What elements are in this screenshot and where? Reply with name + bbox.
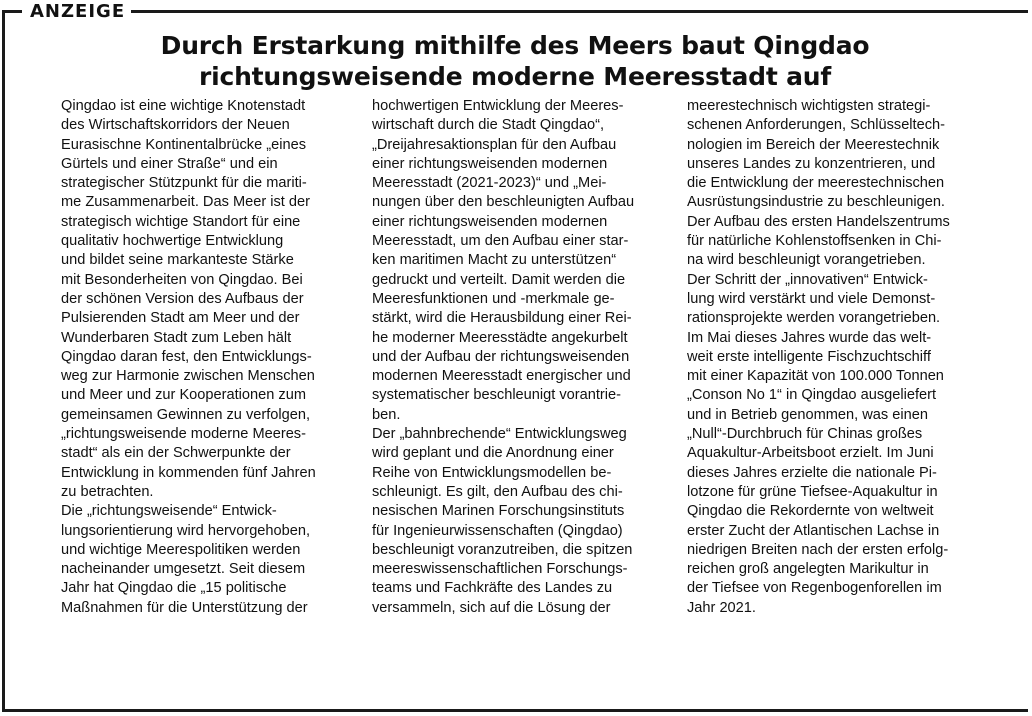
text-line: und Meer und zur Kooperationen zum — [61, 387, 307, 404]
text-line: „Null“-Durchbruch für Chinas großes — [687, 426, 923, 443]
text-line: Ausrüstungsindustrie zu beschleunigen. — [687, 194, 945, 211]
text-line: mit Besonderheiten von Qingdao. Bei — [61, 271, 303, 288]
text-line: wirtschaft durch die Stadt Qingdao“, — [372, 117, 604, 134]
text-line: Der Aufbau des ersten Handelszentrums — [687, 213, 950, 230]
text-line: des Wirtschaftskorridors der Neuen — [61, 117, 290, 134]
text-line: ben. — [372, 406, 401, 423]
text-line: Meeresfunktionen und -merkmale ge- — [372, 290, 615, 307]
text-line: „richtungsweisende moderne Meeres- — [61, 426, 306, 443]
text-line: strategischer Stützpunkt für die mariti- — [61, 175, 307, 192]
article-column-1 — [61, 97, 347, 618]
text-line: Jahr hat Qingdao die „15 politische — [61, 580, 287, 597]
text-line: und der Aufbau der richtungsweisenden — [372, 348, 630, 365]
text-line: teams und Fachkräfte des Landes zu — [372, 580, 613, 597]
text-line: schleunigt. Es gilt, den Aufbau des chi- — [372, 483, 623, 500]
text-line: weit erste intelligente Fischzuchtschiff — [687, 348, 931, 365]
text-line: qualitativ hochwertige Entwicklung — [61, 233, 284, 250]
text-line: Der Schritt der „innovativen“ Entwick- — [687, 271, 928, 288]
text-line: gedruckt und verteilt. Damit werden die — [372, 271, 626, 288]
text-line: „Dreijahresaktionsplan für den Aufbau — [372, 136, 617, 153]
text-line: nacheinander umgesetzt. Seit diesem — [61, 561, 306, 578]
text-line: rationsprojekte werden vorangetrieben. — [687, 310, 941, 327]
text-line: für natürliche Kohlenstoffsenken in Chi- — [687, 233, 942, 250]
headline-line: Durch Erstarkung mithilfe des Meers baut Qingdao — [160, 31, 870, 60]
text-line: und wichtige Meerespolitiken werden — [61, 541, 301, 558]
text-line: für Ingenieurwissenschaften (Qingdao) — [372, 522, 623, 539]
text-line: einer richtungsweisenden modernen — [372, 155, 608, 172]
text-line: Die „richtungsweisende“ Entwick- — [61, 503, 277, 520]
text-line: nologien im Bereich der Meerestechnik — [687, 136, 940, 153]
text-line: Gürtels und einer Straße“ und ein — [61, 155, 278, 172]
text-line: der schönen Version des Aufbaus der — [61, 290, 304, 307]
text-line: he moderner Meeresstädte angekurbelt — [372, 329, 628, 346]
text-line: Reihe von Entwicklungsmodellen be- — [372, 464, 612, 481]
text-line: mit einer Kapazität von 100.000 Tonnen — [687, 368, 944, 385]
text-line: hochwertigen Entwicklung der Meeres- — [372, 98, 624, 114]
text-line: der Tiefsee von Regenbogenforellen im — [687, 580, 942, 597]
text-line: lungsorientierung wird hervorgehoben, — [61, 522, 311, 539]
text-line: systematischer beschleunigt vorantrie- — [372, 387, 622, 404]
text-line: die Entwicklung der meerestechnischen — [687, 175, 945, 192]
text-line: lotzone für grüne Tiefsee-Aquakultur in — [687, 483, 938, 500]
article-headline — [40, 30, 990, 92]
text-line: Qingdao ist eine wichtige Knotenstadt — [61, 98, 306, 114]
text-line: Meeresstadt (2021-2023)“ und „Mei- — [372, 175, 607, 192]
text-line: Der „bahnbrechende“ Entwicklungsweg — [372, 426, 627, 443]
article-column-3 — [687, 97, 977, 618]
text-line: beschleunigt voranzutreiben, die spitzen — [372, 541, 633, 558]
text-line: Meeresstadt, um den Aufbau einer star- — [372, 233, 629, 250]
text-line: einer richtungsweisenden modernen — [372, 213, 608, 230]
text-line: und bildet seine markanteste Stärke — [61, 252, 294, 269]
text-line: stadt“ als ein der Schwerpunkte der — [61, 445, 291, 462]
text-line: lung wird verstärkt und viele Demonst- — [687, 290, 936, 307]
text-line: reichen groß angelegten Marikultur in — [687, 561, 929, 578]
text-line: nesischen Marinen Forschungsinstituts — [372, 503, 625, 520]
text-line: stärkt, wird die Herausbildung einer Rei- — [372, 310, 632, 327]
text-line: unseres Landes zu konzentrieren, und — [687, 155, 936, 172]
text-line: Jahr 2021. — [687, 599, 756, 616]
text-line: „Conson No 1“ in Qingdao ausgeliefert — [687, 387, 937, 404]
text-line: Qingdao die Rekordernte von weltweit — [687, 503, 934, 520]
headline-line: richtungsweisende moderne Meeresstadt auf — [198, 62, 832, 91]
text-line: gemeinsamen Gewinnen zu verfolgen, — [61, 406, 311, 423]
text-line: Maßnahmen für die Unterstützung der — [61, 599, 308, 616]
text-line: Eurasischne Kontinentalbrücke „eines — [61, 136, 306, 153]
text-line: schenen Anforderungen, Schlüsseltech- — [687, 117, 945, 134]
text-line: nungen über den beschleunigten Aufbau — [372, 194, 635, 211]
text-line: Im Mai dieses Jahres wurde das welt- — [687, 329, 932, 346]
text-line: weg zur Harmonie zwischen Menschen — [61, 368, 315, 385]
text-line: erster Zucht der Atlantischen Lachse in — [687, 522, 940, 539]
text-line: niedrigen Breiten nach der ersten erfolg- — [687, 541, 949, 558]
advertisement-label: ANZEIGE — [22, 0, 131, 24]
text-line: wird geplant und die Anordnung einer — [372, 445, 614, 462]
text-line: Wunderbaren Stadt zum Leben hält — [61, 329, 292, 346]
text-line: meereswissenschaftlichen Forschungs- — [372, 561, 628, 578]
article-column-2 — [372, 97, 660, 618]
text-line: Entwicklung in kommenden fünf Jahren — [61, 464, 316, 481]
text-line: na wird beschleunigt vorangetrieben. — [687, 252, 926, 269]
text-line: dieses Jahres erzielte die nationale Pi- — [687, 464, 937, 481]
text-line: me Zusammenarbeit. Das Meer ist der — [61, 194, 310, 211]
text-line: strategisch wichtige Standort für eine — [61, 213, 301, 230]
text-line: ken maritimen Macht zu unterstützen“ — [372, 252, 617, 269]
text-line: Aquakultur-Arbeitsboot erzielt. Im Juni — [687, 445, 934, 462]
text-line: Qingdao daran fest, den Entwicklungs- — [61, 348, 312, 365]
text-line: meerestechnisch wichtigsten strategi- — [687, 98, 931, 114]
text-line: und in Betrieb genommen, was einen — [687, 406, 928, 423]
text-line: versammeln, sich auf die Lösung der — [372, 599, 611, 616]
text-line: modernen Meeresstadt energischer und — [372, 368, 631, 385]
text-line: Pulsierenden Stadt am Meer und der — [61, 310, 300, 327]
text-line: zu betrachten. — [61, 483, 154, 500]
